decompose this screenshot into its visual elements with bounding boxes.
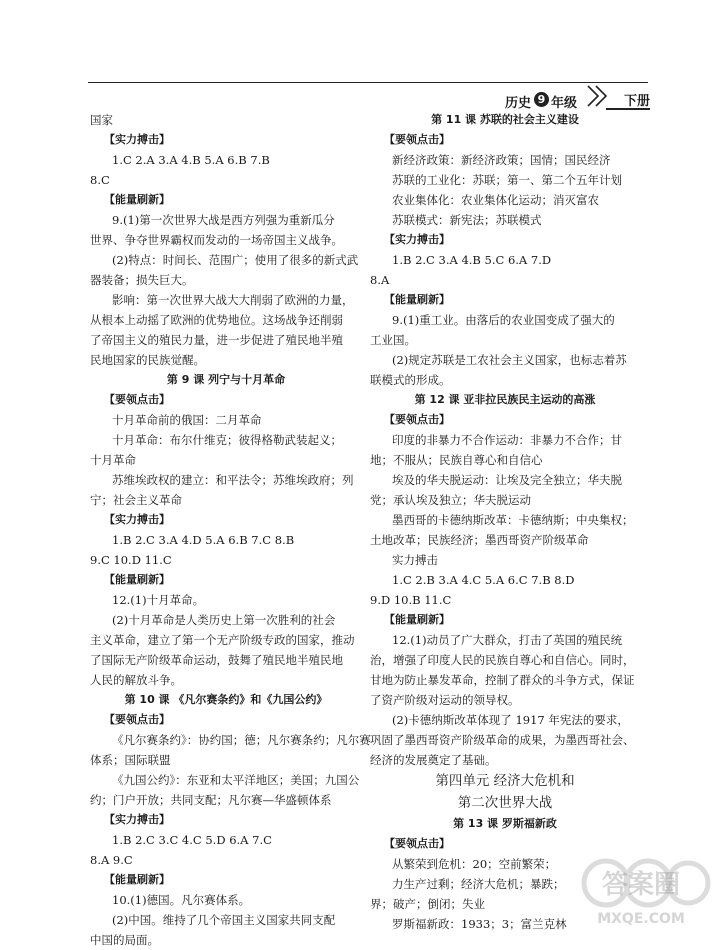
section-heading: 【能量刷新】 [104, 573, 170, 586]
paragraph-line: 力生产过剩；经济大危机；暴跌； [392, 877, 565, 891]
header-rule [88, 82, 648, 83]
text-line: 十月革命 [90, 453, 136, 467]
paragraph-line: 墨西哥的卡德纳斯改革：卡德纳斯；中央集权； [392, 513, 634, 527]
text-line: 党；承认埃及独立；华夫脱运动 [370, 493, 531, 507]
section-heading: 【要领点击】 [384, 837, 450, 850]
text-line: 界；破产；倒闭；失业 [370, 897, 485, 911]
section-heading: 【要领点击】 [104, 713, 170, 726]
section-heading: 【实力搏击】 [104, 813, 170, 826]
paragraph-line: 《九国公约》：东亚和太平洋地区；美国；九国公 [112, 773, 360, 787]
text-line: 世界、争夺世界霸权而发动的一场帝国主义战争。 [90, 233, 343, 247]
section-heading: 【要领点击】 [384, 133, 450, 146]
section-heading: 【要领点击】 [104, 393, 170, 406]
paragraph-line: (2)规定苏联是工农社会主义国家，也标志着苏 [392, 353, 627, 367]
paragraph-line: 埃及的华夫脱运动：让埃及完全独立；华夫脱 [392, 473, 622, 487]
text-line: 土地改革；民族经济；墨西哥资产阶级革命 [370, 533, 589, 547]
paragraph-line: 9.(1)重工业。由落后的农业国变成了强大的 [392, 313, 615, 327]
paragraph-line: 1.C 2.B 3.A 4.C 5.A 6.C 7.B 8.D [392, 573, 575, 587]
watermark-text: 答案圈 [601, 870, 681, 900]
paragraph-line: (2)卡德纳斯改革体现了 1917 年宪法的要求， [392, 713, 629, 727]
paragraph-line: 9.(1)第一次世界大战是西方列强为重新瓜分 [112, 213, 335, 227]
text-line: 约；门户开放；共同支配；凡尔赛—华盛顿体系 [90, 793, 332, 807]
text-line: 了国际无产阶级革命运动，鼓舞了殖民地半殖民地 [90, 653, 343, 667]
header-grade-number: 9 [534, 92, 549, 107]
paragraph-line: 影响：第一次世界大战大大削弱了欧洲的力量， [112, 293, 354, 307]
text-line: 民地国家的民族觉醒。 [90, 353, 205, 367]
text-line: 9.C 10.D 11.C [90, 553, 172, 567]
paragraph-line: (2)十月革命是人类历史上第一次胜利的社会 [112, 613, 336, 627]
lesson-title: 第 10 课 《凡尔赛条约》和《九国公约》 [124, 693, 328, 706]
paragraph-line: 12.(1)动员了广大群众，打击了英国的殖民统 [392, 633, 623, 647]
paragraph-line: (2)中国。维持了几个帝国主义国家共同支配 [112, 913, 336, 927]
lesson-title: 第 13 课 罗斯福新政 [453, 817, 557, 830]
paragraph-line: 从繁荣到危机：20；空前繁荣； [392, 857, 557, 871]
watermark-logo [566, 853, 716, 928]
paragraph-line: 罗斯福新政：1933；3；富兰克林 [392, 917, 567, 931]
unit-title: 第二次世界大战 [457, 795, 553, 811]
text-line: 了资产阶级对运动的领导权。 [370, 693, 520, 707]
section-heading: 【能量刷新】 [104, 873, 170, 886]
unit-title: 第四单元 经济大危机和 [435, 773, 575, 789]
paragraph-line: 《凡尔赛条约》：协约国；德；凡尔赛条约；凡尔赛 [112, 733, 371, 747]
paragraph-line: 1.B 2.C 3.A 4.D 5.A 6.B 7.C 8.B [112, 533, 295, 547]
header-subject: 历史 [505, 96, 532, 111]
left-column [90, 110, 371, 950]
header-volume: 下册 [606, 90, 650, 110]
text-line: 8.A 9.C [90, 853, 133, 867]
text-line: 人民的解放斗争。 [90, 673, 182, 687]
text-line: 甘地为防止暴发革命，控制了群众的斗争方式，保证 [370, 673, 635, 687]
header-grade-label: 年级 [551, 96, 578, 111]
text-line: 体系；国际联盟 [90, 753, 171, 767]
text-line: 地；不服从；民族自尊心和自信心 [370, 453, 543, 467]
paragraph-line: 1.B 2.C 3.C 4.C 5.D 6.A 7.C [112, 833, 272, 847]
text-line: 中国的局面。 [90, 933, 159, 947]
section-heading: 【实力搏击】 [104, 513, 170, 526]
text-line: 主义革命，建立了第一个无产阶级专政的国家，推动 [90, 633, 355, 647]
section-heading: 【实力搏击】 [104, 133, 170, 146]
text-line: 了帝国主义的殖民力量，进一步促进了殖民地半殖 [90, 333, 343, 347]
text-line: 联模式的形成。 [370, 373, 451, 387]
paragraph-line: 农业集体化：农业集体化运动；消灭富农 [392, 193, 599, 207]
lesson-title: 第 9 课 列宁与十月革命 [166, 373, 286, 386]
text-line: 从根本上动摇了欧洲的优势地位。这场战争还削弱 [90, 313, 343, 327]
text-line: 器装备；损失巨大。 [90, 273, 194, 287]
section-heading: 【要领点击】 [384, 413, 450, 426]
text-line: 宁；社会主义革命 [90, 493, 182, 507]
section-heading: 【能量刷新】 [384, 613, 450, 626]
paragraph-line: 1.B 2.C 3.A 4.B 5.C 6.A 7.D [392, 253, 552, 267]
paragraph-line: 十月革命：布尔什维克；彼得格勒武装起义； [112, 433, 342, 447]
paragraph-line: 苏联模式：新宪法；苏联模式 [392, 213, 542, 227]
section-heading: 【能量刷新】 [384, 293, 450, 306]
paragraph-line: 新经济政策：新经济政策；国情；国民经济 [392, 153, 611, 167]
paragraph-line: 苏联的工业化：苏联；第一、第二个五年计划 [392, 173, 622, 187]
paragraph-line: 苏维埃政权的建立：和平法令；苏维埃政府；列 [112, 473, 354, 487]
paragraph-line: 1.C 2.A 3.A 4.B 5.A 6.B 7.B [112, 153, 270, 167]
text-line: 巩固了墨西哥资产阶级革命的成果，为墨西哥社会、 [370, 733, 635, 747]
text-line: 经济的发展奠定了基础。 [370, 753, 497, 767]
paragraph-line: 实力搏击 [392, 553, 438, 567]
paragraph-line: 10.(1)德国。凡尔赛体系。 [112, 893, 251, 907]
text-line: 国家 [90, 113, 113, 127]
text-line: 治，增强了印度人民的民族自尊心和自信心。同时， [370, 653, 635, 667]
right-column [370, 110, 640, 934]
lesson-title: 第 12 课 亚非拉民族民主运动的高涨 [414, 393, 596, 406]
section-heading: 【实力搏击】 [384, 233, 450, 246]
text-line: 工业国。 [370, 333, 416, 347]
paragraph-line: (2)特点：时间长、范围广；使用了很多的新式武 [112, 253, 359, 267]
paragraph-line: 印度的非暴力不合作运动：非暴力不合作；甘 [392, 433, 622, 447]
text-line: 9.D 10.B 11.C [370, 593, 452, 607]
text-line: 8.A [370, 273, 390, 287]
paragraph-line: 12.(1)十月革命。 [112, 593, 205, 607]
paragraph-line: 十月革命前的俄国：二月革命 [112, 413, 262, 427]
watermark-url: MXQE.COM [597, 911, 685, 927]
text-line: 8.C [90, 173, 110, 187]
lesson-title: 第 11 课 苏联的社会主义建设 [431, 113, 579, 126]
section-heading: 【能量刷新】 [104, 193, 170, 206]
